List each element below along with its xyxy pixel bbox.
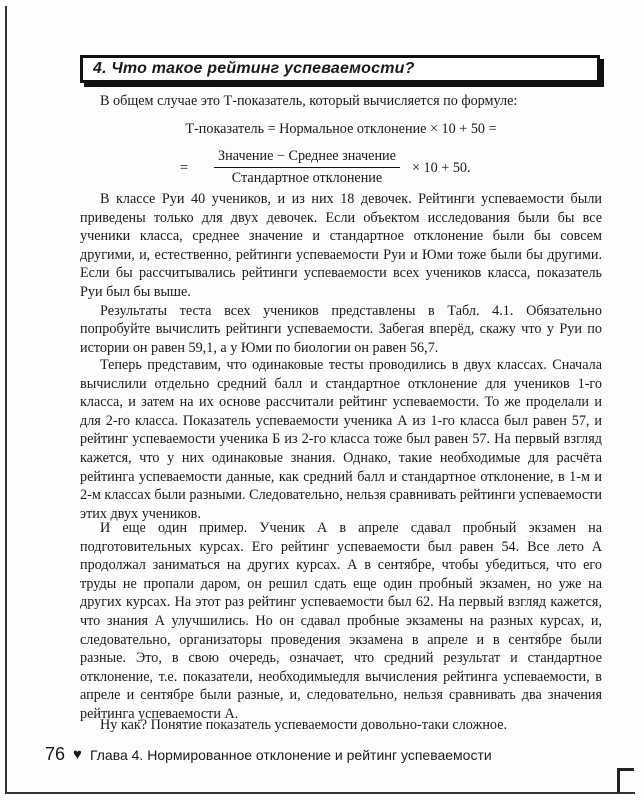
paragraph-block-2: [80, 356, 602, 523]
formula-fraction: [180, 148, 510, 192]
paragraph: И еще один пример. Ученик А в апреле сдавал пробный экзамен на подготовительных курсах. Его рейтинг успеваемости был равен 54. Все лето А продолжал заниматься на других курсах. А в сентябре, чтобы убедиться, что его труды не пропали даром, он решил сдать еще один пробный экзамен, но уже на других курсах. На этот раз рейтинг успеваемости был 62. На первый взгляд кажется, что знания А улучшились. Но он сдавал пробные экзамены на разных курсах, и, следовательно, организаторы проведения экзамена в апреле и в сентябре были разные. Это, в свою очередь, означает, что средний результат и стандартное отклонение, т.е. показатели, необходимыедля вычисления рейтинга успеваемости, в апреле и сентябре были разные, и, следовательно, нельзя сравнивать два значения рейтинга успеваемости А.: [80, 520, 602, 722]
paragraph: Теперь представим, что одинаковые тесты проводились в двух классах. Сначала вычислили отдельно средний балл и стандартное отклонение для учеников 1-го класса, и затем на их основе рассчитали рейтинг успеваемости. То же проделали и для 2-го класса. Показатель успеваемости ученика А из 1-го класса был равен 57, и рейтинг успеваемости ученика Б из 2-го класса тоже был равен 57. На первый взгляд кажется, что у них одинаковые знания. Однако, такие необходимые для расчёта рейтинга успеваемости данные, как средний балл и стандартное отклонение, в 1-м и 2-м классах были разными. Следовательно, нельзя сравнивать рейтинги успеваемости этих двух учеников.: [80, 357, 602, 522]
page-edge-bottom: [5, 792, 635, 794]
heart-icon: ♥: [73, 746, 82, 763]
corner-mark: [617, 768, 634, 793]
page-footer: [45, 744, 605, 765]
formula-line-1: Т-показатель = Нормальное отклонение × 10 + 50 =: [185, 121, 497, 137]
intro-paragraph: В общем случае это Т-показатель, который вычисляется по формуле:: [100, 93, 518, 109]
page-edge-left: [5, 6, 7, 794]
chapter-title: Глава 4. Нормированное отклонение и рейтинг успеваемости: [89, 746, 492, 763]
page-number: 76: [45, 744, 66, 764]
formula-tail: × 10 + 50.: [412, 160, 471, 176]
section-title: 4. Что такое рейтинг успеваемости?: [93, 60, 415, 77]
fraction: [212, 148, 402, 187]
fraction-denominator: Стандартное отклонение: [231, 170, 383, 186]
paragraph-block-4: [80, 716, 602, 735]
paragraph-block-3: [80, 519, 602, 724]
intro-text: [80, 92, 602, 111]
paragraph-block-1: [80, 190, 602, 357]
section-banner: [80, 55, 600, 83]
fraction-numerator: Значение − Среднее значение: [218, 148, 396, 164]
paragraph: Ну как? Понятие показатель успеваемости довольно-таки сложное.: [100, 717, 508, 733]
paragraph: Результаты теста всех учеников представлены в Табл. 4.1. Обязательно попробуйте вычислить рейтинги успеваемости. Забегая вперёд, скажу что у Руи по истории он равен 59,1, а у Юми по биологии он равен 56,7.: [80, 302, 602, 356]
formula-equals: =: [180, 160, 189, 176]
paragraph: В классе Руи 40 учеников, и из них 18 девочек. Рейтинги успеваемости были приведены только для двух девочек. Если объектом исследования были бы все ученики класса, среднее значение и стандартное отклонение были бы совсем другими, и, естественно, рейтинги успеваемости Руи и Юми тоже были бы другими. Если бы рассчитывались рейтинги успеваемости всех учеников класса, показатель Руи был бы выше.: [80, 191, 602, 300]
